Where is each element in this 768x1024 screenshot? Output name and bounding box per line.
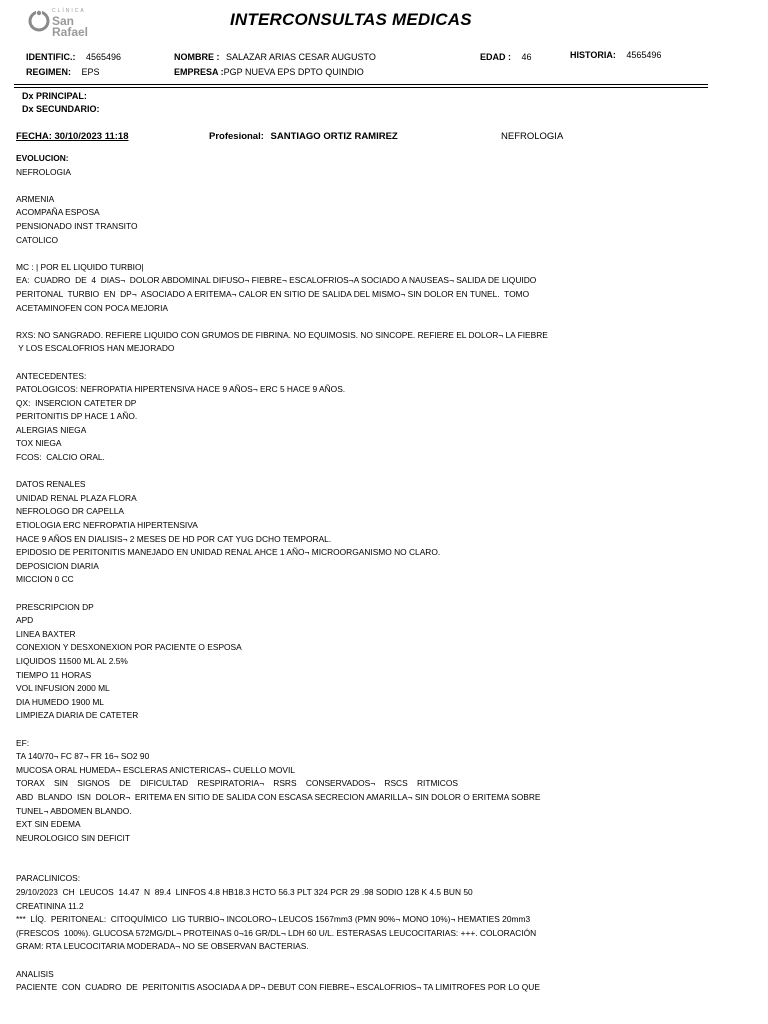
header-divider [14, 84, 708, 85]
clinic-logo-icon [28, 8, 50, 32]
note-line [16, 845, 586, 859]
regimen-value: EPS [81, 67, 100, 77]
edad-label: EDAD : [480, 52, 511, 62]
logo-line-1: CLÍNICA [52, 8, 86, 14]
note-line [16, 859, 586, 873]
note-line: PENSIONADO INST TRANSITO [16, 220, 138, 231]
note-line: TIEMPO 11 HORAS [16, 669, 92, 680]
professional-label: Profesional: [209, 131, 264, 142]
empresa-value: PGP NUEVA EPS DPTO QUINDIO [223, 67, 364, 77]
note-line: ANTECEDENTES: [16, 370, 87, 381]
note-line: MC : | POR EL LIQUIDO TURBIO| [16, 261, 144, 272]
note-line: ALERGIAS NIEGA [16, 424, 87, 435]
note-line [16, 315, 586, 329]
note-line: HACE 9 AÑOS EN DIALISIS¬ 2 MESES DE HD POR CAT YUG DCHO TEMPORAL. [16, 533, 332, 544]
identific-row [26, 52, 121, 62]
dx-secundario-label: Dx SECUNDARIO: [22, 104, 100, 114]
note-line [16, 954, 586, 968]
note-line: ACETAMINOFEN CON POCA MEJORIA [16, 302, 169, 313]
note-line: UNIDAD RENAL PLAZA FLORA [16, 492, 137, 503]
evolution-notes [16, 152, 586, 995]
note-line: QX: INSERCION CATETER DP [16, 397, 137, 408]
note-line: DEPOSICION DIARIA [16, 560, 99, 571]
note-line: MICCION 0 CC [16, 574, 74, 585]
note-line: ARMENIA [16, 193, 55, 204]
note-line: PACIENTE CON CUADRO DE PERITONITIS ASOCIADA A DP¬ DEBUT CON FIEBRE¬ ESCALOFRIOS¬ TA LIMITROFES POR LO QUE [16, 982, 540, 993]
note-line: RXS: NO SANGRADO. REFIERE LIQUIDO CON GRUMOS DE FIBRINA. NO EQUIMOSIS. NO SINCOPE. REFIERE EL DOLOR¬ LA FIEBRE [16, 329, 548, 340]
historia-label: HISTORIA: [570, 50, 616, 60]
professional-row [209, 131, 398, 142]
note-line [16, 356, 586, 370]
empresa-label: EMPRESA : [174, 67, 224, 77]
note-line: APD [16, 615, 34, 626]
note-line: NEFROLOGO DR CAPELLA [16, 506, 124, 517]
note-line: LINEA BAXTER [16, 628, 76, 639]
note-line: PRESCRIPCION DP [16, 601, 94, 612]
note-line: Y LOS ESCALOFRIOS HAN MEJORADO [16, 343, 175, 354]
document-title: INTERCONSULTAS MEDICAS [230, 10, 472, 29]
note-line: DIA HUMEDO 1900 ML [16, 696, 104, 707]
edad-row [480, 52, 532, 62]
note-line: TA 140/70¬ FC 87¬ FR 16¬ SO2 90 [16, 751, 150, 762]
note-line: *** LÍQ. PERITONEAL: CITOQUÍMICO LIG TURBIO¬ INCOLORO¬ LEUCOS 1567mm3 (PMN 90%¬ MONO 10%)¬ HEMATIES 20mm3 [16, 914, 531, 925]
note-line [16, 465, 586, 479]
consult-date: FECHA: 30/10/2023 11:18 [16, 131, 129, 142]
note-line: VOL INFUSION 2000 ML [16, 683, 110, 694]
note-line [16, 247, 586, 261]
nombre-label: NOMBRE : [174, 52, 220, 62]
note-line: PARACLINICOS: [16, 873, 81, 884]
note-line: 29/10/2023 CH LEUCOS 14.47 N 89.4 LINFOS 4.8 HB18.3 HCTO 56.3 PLT 324 PCR 29 .98 SODIO 128 K 4.5 BUN 50 [16, 887, 473, 898]
specialty: NEFROLOGIA [501, 131, 564, 142]
note-line: TOX NIEGA [16, 438, 62, 449]
note-line: LIQUIDOS 11500 ML AL 2.5% [16, 655, 128, 666]
regimen-row [26, 67, 100, 77]
note-line: PERITONAL TURBIO EN DP¬ ASOCIADO A ERITEMA¬ CALOR EN SITIO DE SALIDA DEL MISMO¬ SIN DOLOR EN TUNEL. TOMO [16, 288, 530, 299]
note-line: ANALISIS [16, 968, 54, 979]
note-line: ETIOLOGIA ERC NEFROPATIA HIPERTENSIVA [16, 520, 198, 531]
note-line: PATOLOGICOS: NEFROPATIA HIPERTENSIVA HACE 9 AÑOS¬ ERC 5 HACE 9 AÑOS. [16, 384, 346, 395]
note-line: GRAM: RTA LEUCOCITARIA MODERADA¬ NO SE OBSERVAN BACTERIAS. [16, 941, 309, 952]
note-line [16, 587, 586, 601]
note-line: CATOLICO [16, 234, 59, 245]
note-line: EXT SIN EDEMA [16, 819, 81, 830]
note-line: FCOS: CALCIO ORAL. [16, 452, 105, 463]
note-line [16, 723, 586, 737]
note-line: LIMPIEZA DIARIA DE CATETER [16, 710, 139, 721]
clinic-logo-text [52, 6, 88, 38]
note-line: ABD BLANDO ISN DOLOR¬ ERITEMA EN SITIO DE SALIDA CON ESCASA SECRECION AMARILLA¬ SIN DOLOR O ERITEMA SOBRE [16, 791, 541, 802]
note-line: DATOS RENALES [16, 479, 86, 490]
empresa-row [174, 67, 364, 77]
edad-value: 46 [521, 52, 532, 62]
professional-name: SANTIAGO ORTIZ RAMIREZ [270, 131, 398, 142]
regimen-label: REGIMEN: [26, 67, 71, 77]
identific-label: IDENTIFIC.: [26, 52, 76, 62]
note-line: NEFROLOGIA [16, 166, 71, 177]
note-line: NEUROLOGICO SIN DEFICIT [16, 832, 131, 843]
note-line: (FRESCOS 100%). GLUCOSA 572MG/DL¬ PROTEINAS 0¬16 GR/DL¬ LDH 60 U/L. ESTERASAS LEUCOCITARIAS: +++. COLORACIÓN [16, 927, 537, 938]
nombre-row [174, 52, 376, 62]
note-line: EF: [16, 737, 30, 748]
note-line: PERITONITIS DP HACE 1 AÑO. [16, 411, 138, 422]
note-line: TUNEL¬ ABDOMEN BLANDO. [16, 805, 132, 816]
historia-row [570, 50, 661, 60]
note-line: ACOMPAÑA ESPOSA [16, 207, 100, 218]
logo-line-3: Rafael [52, 25, 89, 39]
historia-value: 4565496 [626, 50, 662, 60]
note-line: MUCOSA ORAL HUMEDA¬ ESCLERAS ANICTERICAS¬ CUELLO MOVIL [16, 764, 295, 775]
dx-principal-label: Dx PRINCIPAL: [22, 91, 87, 101]
note-line: EA: CUADRO DE 4 DIAS¬ DOLOR ABDOMINAL DIFUSO¬ FIEBRE¬ ESCALOFRIOS¬A SOCIADO A NAUSEAS¬ SALIDA DE LIQUIDO [16, 275, 537, 286]
note-line: CONEXION Y DESXONEXION POR PACIENTE O ESPOSA [16, 642, 242, 653]
logo-line-2: San [52, 14, 75, 28]
nombre-value: SALAZAR ARIAS CESAR AUGUSTO [226, 52, 376, 62]
identific-value: 4565496 [86, 52, 122, 62]
header-divider-double [14, 87, 708, 88]
note-line [16, 179, 586, 193]
note-line: EVOLUCION: [16, 153, 69, 163]
note-line: CREATININA 11.2 [16, 900, 84, 911]
note-line: TORAX SIN SIGNOS DE DIFICULTAD RESPIRATORIA¬ RSRS CONSERVADOS¬ RSCS RITMICOS [16, 778, 458, 789]
note-line: EPIDOSIO DE PERITONITIS MANEJADO EN UNIDAD RENAL AHCE 1 AÑO¬ MICROORGANISMO NO CLARO. [16, 547, 441, 558]
